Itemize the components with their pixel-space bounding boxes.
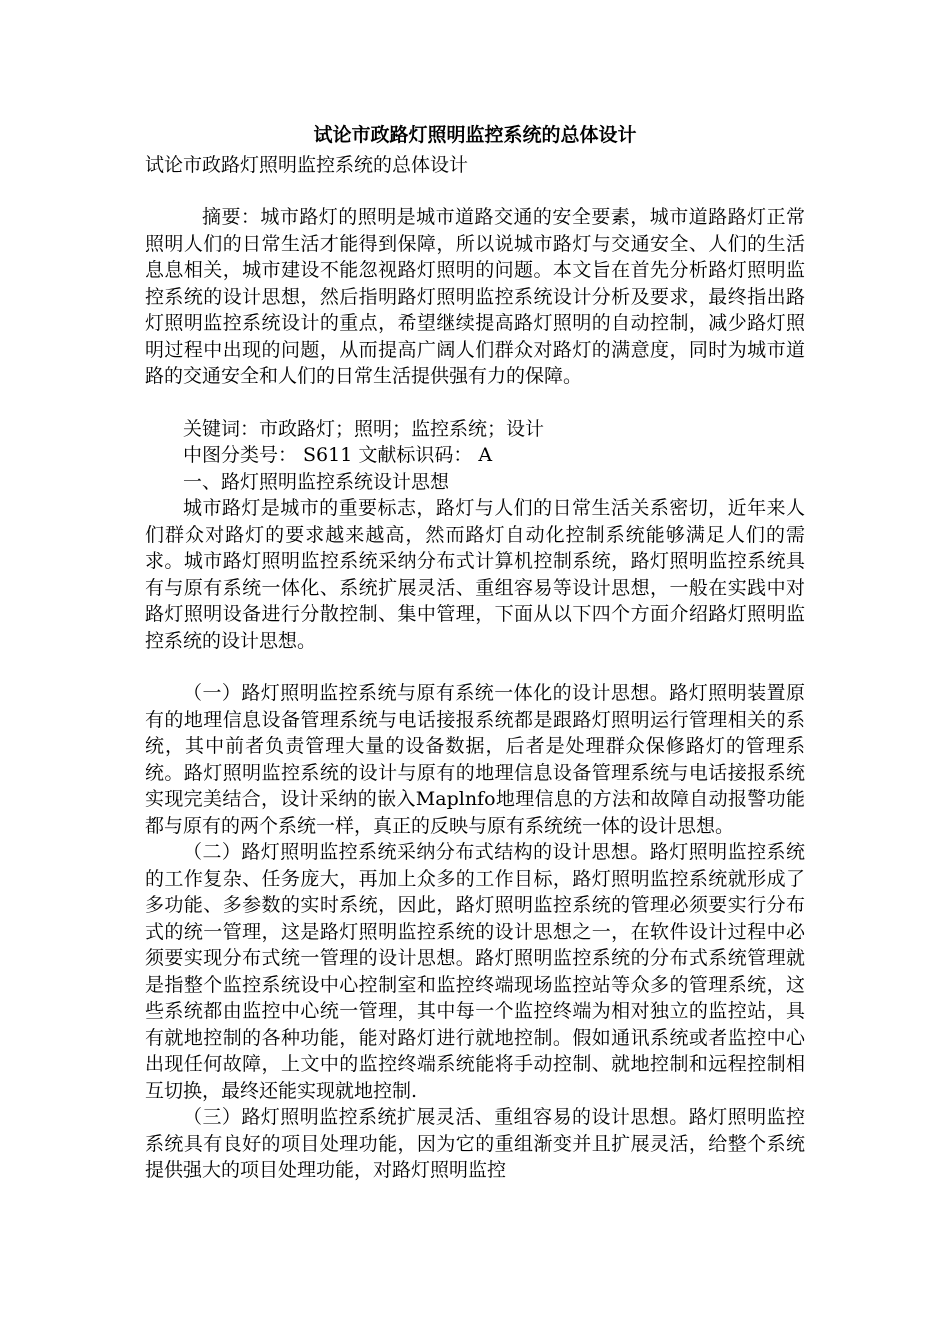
document-title: 试论市政路灯照明监控系统的总体设计: [313, 124, 637, 146]
body-paragraph-1: （一）路灯照明监控系统与原有系统一体化的设计思想。路灯照明装置原有的地理信息设备管理系统与电话接报系统都是跟路灯照明运行管理相关的系统，其中前者负责管理大量的设备数据，后者是处理群众保修路灯的管理系统。路灯照明监控系统的设计与原有的地理信息设备管理系统与电话接报系统实现完美结合，设计采纳的嵌入Maplnfo地理信息的方法和故障自动报警功能都与原有的两个系统一样，真正的反映与原有系统统一体的设计思想。: [145, 682, 805, 837]
section-intro-paragraph: 城市路灯是城市的重要标志，路灯与人们的日常生活关系密切，近年来人们群众对路灯的要求越来越高，然而路灯自动化控制系统能够满足人们的需求。城市路灯照明监控系统采纳分布式计算机控制系统，路灯照明监控系统具有与原有系统一体化、系统扩展灵活、重组容易等设计思想，一般在实践中对路灯照明设备进行分散控制、集中管理，下面从以下四个方面介绍路灯照明监控系统的设计思想。: [145, 497, 805, 652]
abstract-paragraph: 摘要：城市路灯的照明是城市道路交通的安全要素，城市道路路灯正常照明人们的日常生活才能得到保障，所以说城市路灯与交通安全、人们的生活息息相关，城市建设不能忽视路灯照明的问题。本文旨在首先分析路灯照明监控系统的设计思想，然后指明路灯照明监控系统设计分析及要求，最终指出路灯照明监控系统设计的重点，希望继续提高路灯照明的自动控制，减少路灯照明过程中出现的问题，从而提高广阔人们群众对路灯的满意度，同时为城市道路的交通安全和人们的日常生活提供强有力的保障。: [145, 206, 805, 387]
section-heading: 一、路灯照明监控系统设计思想: [183, 470, 450, 493]
document-subtitle: 试论市政路灯照明监控系统的总体设计: [145, 154, 469, 176]
document-page: [145, 118, 805, 1184]
classification-line: 中图分类号： S611 文献标识码： A: [183, 444, 493, 466]
keywords-line: 关键词：市政路灯；照明；监控系统；设计: [183, 417, 545, 440]
spacer: [145, 654, 805, 680]
body-paragraph-2: （二）路灯照明监控系统采纳分布式结构的设计思想。路灯照明监控系统的工作复杂、任务庞大，再加上众多的工作目标，路灯照明监控系统就形成了多功能、多参数的实时系统，因此，路灯照明监控系统的管理必须要实行分布式的统一管理，这是路灯照明监控系统的设计思想之一，在软件设计过程中必须要实现分布式统一管理的设计思想。路灯照明监控系统的分布式系统管理就是指整个监控系统设中心控制室和监控终端现场监控站等众多的管理系统，这些系统都由监控中心统一管理，其中每一个监控终端为相对独立的监控站，具有就地控制的各种功能，能对路灯进行就地控制。假如通讯系统或者监控中心出现任何故障，上文中的监控终端系统能将手动控制、就地控制和远程控制相互切换，最终还能实现就地控制.: [145, 841, 805, 1102]
body-paragraph-3: （三）路灯照明监控系统扩展灵活、重组容易的设计思想。路灯照明监控系统具有良好的项目处理功能，因为它的重组渐变并且扩展灵活，给整个系统提供强大的项目处理功能，对路灯照明监控: [145, 1106, 805, 1181]
spacer: [145, 390, 805, 416]
